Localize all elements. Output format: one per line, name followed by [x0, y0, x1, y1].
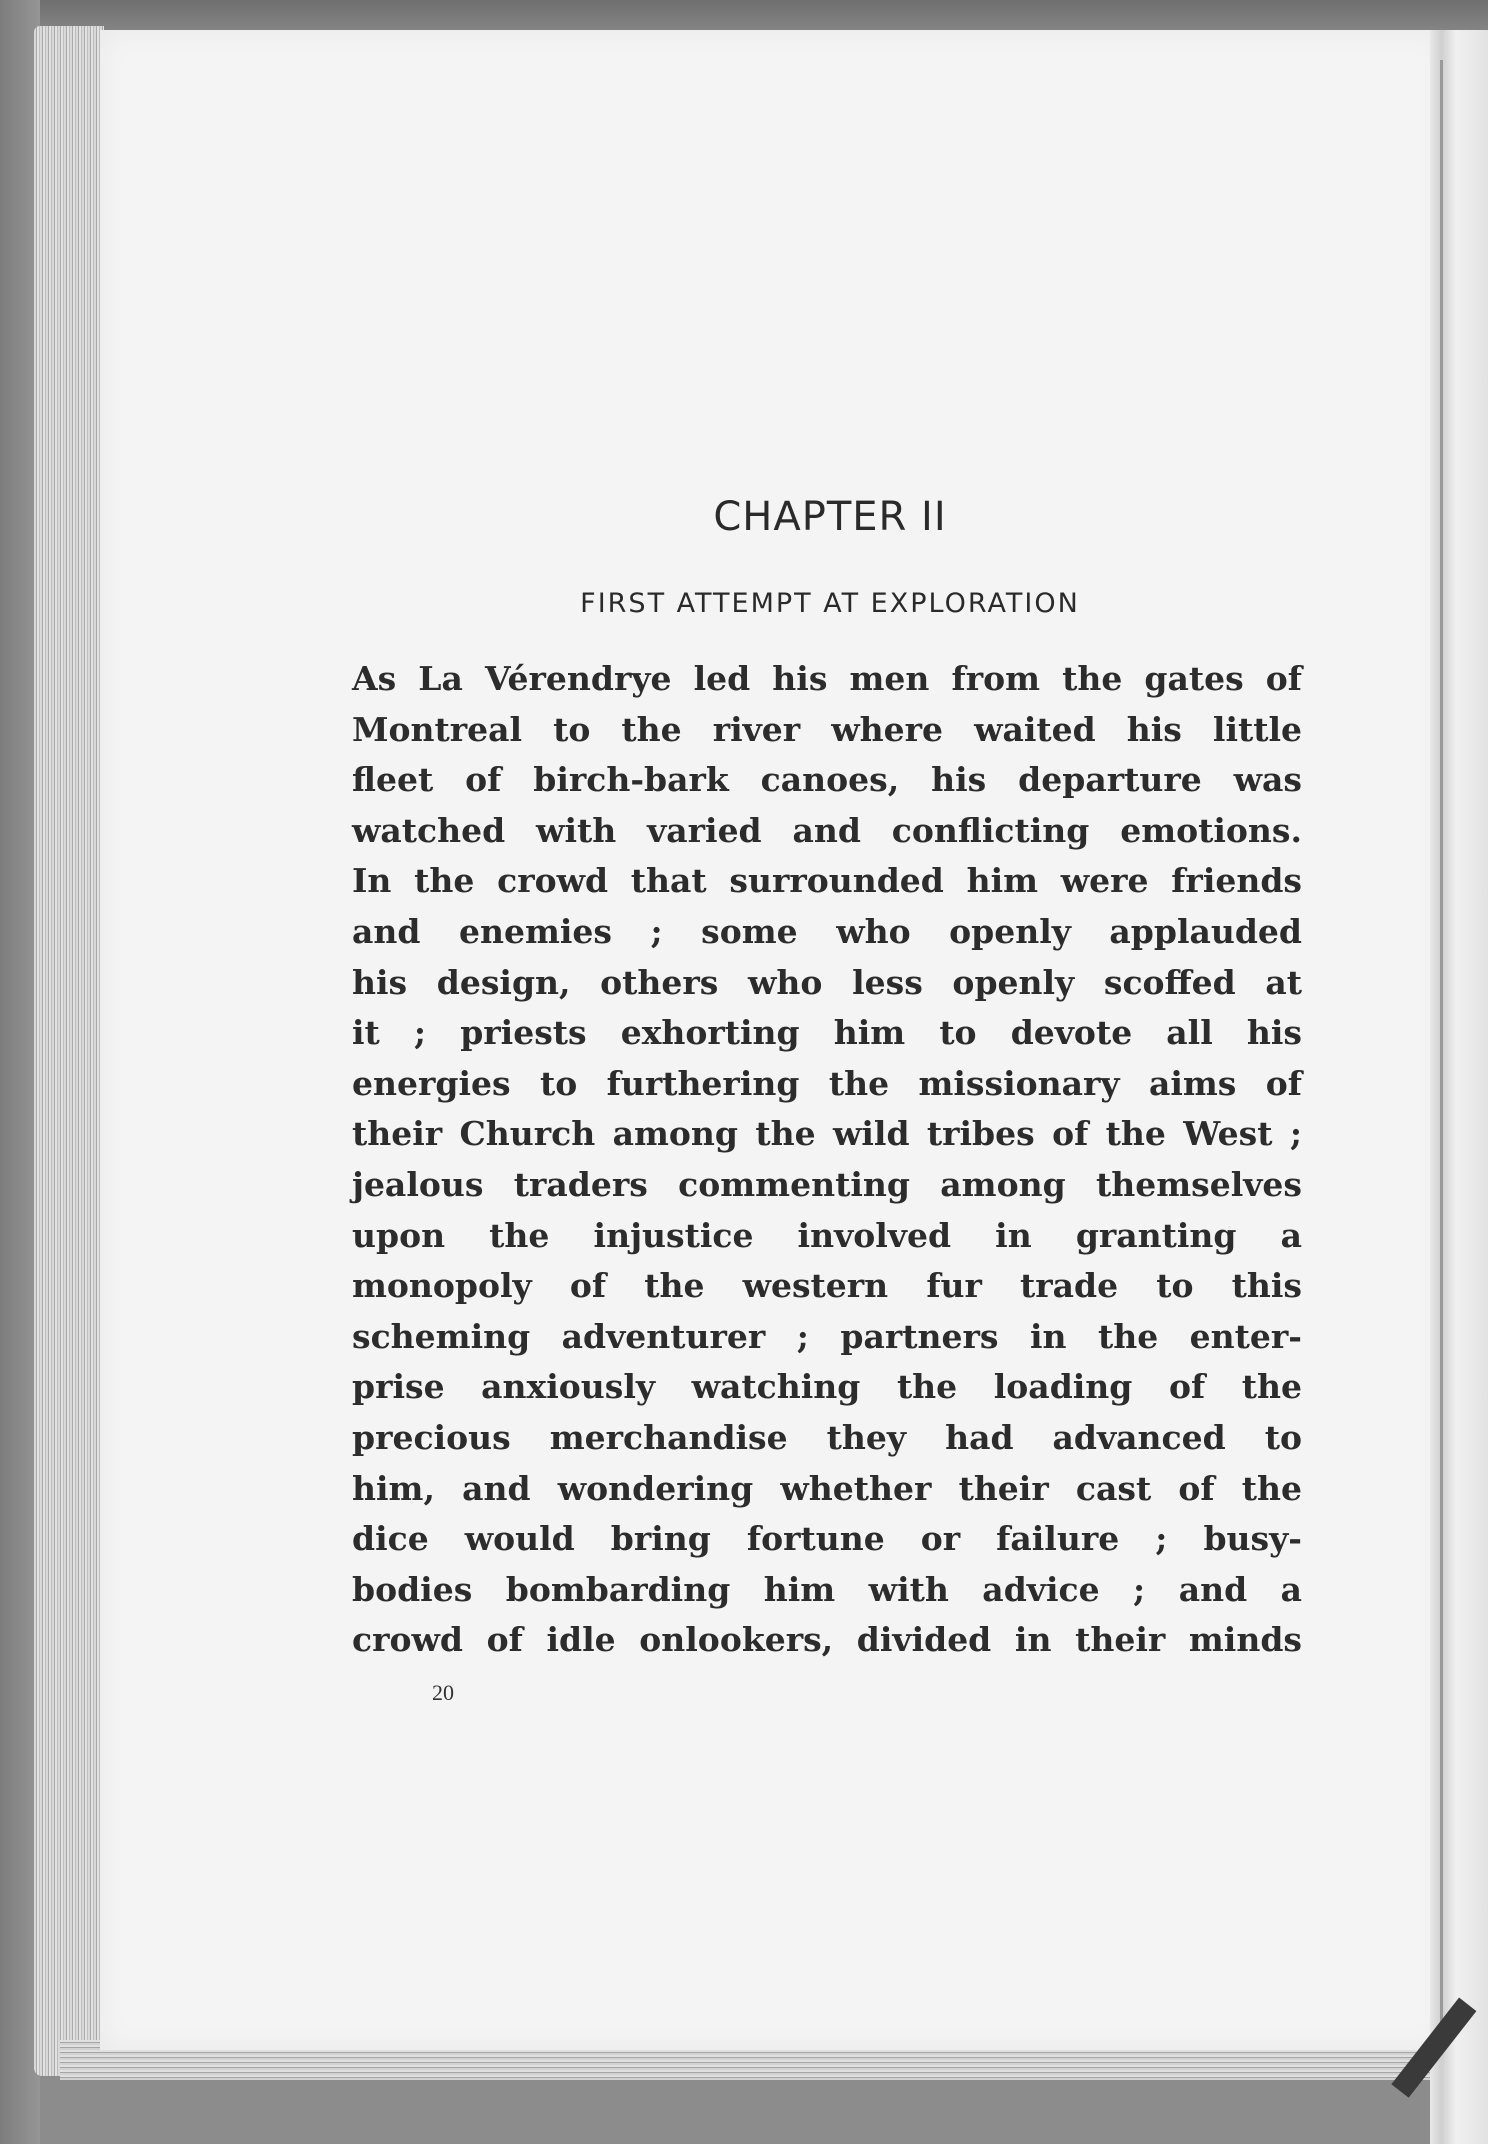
text-line: watched with varied and conflicting emotions.	[352, 810, 1302, 850]
book-page-edges-left	[34, 26, 104, 2076]
text-line: him, and wondering whether their cast of the	[352, 1468, 1302, 1508]
text-line: scheming adventurer ; partners in the enter-	[352, 1316, 1302, 1356]
text-line: In the crowd that surrounded him were friends	[352, 861, 1302, 901]
book-gutter	[1430, 30, 1488, 2144]
text-line: bodies bombarding him with advice ; and a	[352, 1569, 1302, 1609]
text-line: dice would bring fortune or failure ; busy-	[352, 1519, 1302, 1559]
text-line: precious merchandise they had advanced to	[352, 1417, 1302, 1457]
text-line: jealous traders commenting among themselves	[352, 1164, 1302, 1204]
chapter-subtitle: FIRST ATTEMPT AT EXPLORATION	[580, 588, 1080, 619]
text-line: Montreal to the river where waited his little	[352, 709, 1302, 749]
text-line: upon the injustice involved in granting a	[352, 1215, 1302, 1255]
gutter-shadow-line	[1440, 60, 1443, 2040]
text-line: his design, others who less openly scoffed at	[352, 962, 1302, 1002]
text-line: energies to furthering the missionary aims of	[352, 1063, 1302, 1103]
chapter-title: CHAPTER II	[713, 494, 947, 540]
text-line: monopoly of the western fur trade to this	[352, 1266, 1302, 1306]
text-line: As La Vérendrye led his men from the gates of	[352, 659, 1302, 698]
text-line: crowd of idle onlookers, divided in their minds	[352, 1620, 1302, 1660]
text-line: fleet of birch-bark canoes, his departure was	[352, 760, 1302, 800]
page-number: 20	[432, 1680, 454, 1705]
text-line: it ; priests exhorting him to devote all his	[352, 1013, 1302, 1053]
text-line: their Church among the wild tribes of the West ;	[352, 1114, 1302, 1154]
body-text	[352, 654, 1302, 1666]
text-line: prise anxiously watching the loading of the	[352, 1367, 1302, 1407]
text-line: and enemies ; some who openly applauded	[352, 911, 1302, 951]
